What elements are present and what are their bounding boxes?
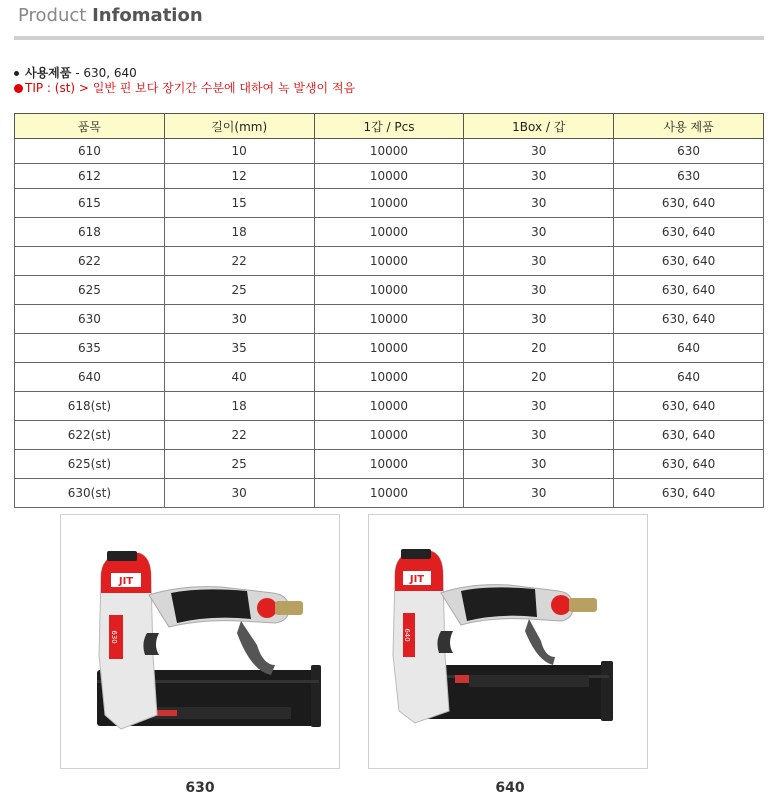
tip-text: TIP : (st) > 일반 핀 보다 장기간 수분에 대하여 녹 발생이 적음 <box>25 81 356 95</box>
table-row <box>15 218 764 247</box>
column-header: 1갑 / Pcs <box>314 114 464 139</box>
table-cell: 622 <box>15 247 165 276</box>
table-cell: 630, 640 <box>614 450 764 479</box>
table-cell: 630 <box>614 139 764 164</box>
table-cell: 630, 640 <box>614 189 764 218</box>
table-row <box>15 164 764 189</box>
table-row <box>15 189 764 218</box>
table-row <box>15 305 764 334</box>
table-row <box>15 392 764 421</box>
page-title-light: Product <box>18 5 87 26</box>
table-cell: 10000 <box>314 305 464 334</box>
table-cell: 630 <box>15 305 165 334</box>
table-row <box>15 450 764 479</box>
table-cell: 10000 <box>314 218 464 247</box>
table-cell: 22 <box>164 421 314 450</box>
table-cell: 630, 640 <box>614 305 764 334</box>
product-photo-630 <box>60 514 340 769</box>
table-cell: 30 <box>464 189 614 218</box>
table-cell: 10000 <box>314 164 464 189</box>
table-cell: 15 <box>164 189 314 218</box>
page-title <box>18 5 203 26</box>
table-cell: 30 <box>464 305 614 334</box>
table-cell: 30 <box>464 392 614 421</box>
product-caption: 630 <box>185 780 215 796</box>
table-cell: 618 <box>15 218 165 247</box>
table-cell: 640 <box>15 363 165 392</box>
table-cell: 618(st) <box>15 392 165 421</box>
table-cell: 625(st) <box>15 450 165 479</box>
table-cell: 10000 <box>314 276 464 305</box>
table-cell: 30 <box>464 450 614 479</box>
table-cell: 630 <box>614 164 764 189</box>
brand-label: JIT <box>409 574 425 585</box>
table-row <box>15 276 764 305</box>
table-cell: 30 <box>164 305 314 334</box>
table-cell: 10000 <box>314 392 464 421</box>
table-cell: 610 <box>15 139 165 164</box>
product-info-value: - 630, 640 <box>75 66 137 80</box>
nailer-630-icon <box>61 515 339 768</box>
table-cell: 10000 <box>314 363 464 392</box>
table-cell: 630, 640 <box>614 247 764 276</box>
table-cell: 18 <box>164 218 314 247</box>
table-cell: 615 <box>15 189 165 218</box>
table-cell: 30 <box>464 139 614 164</box>
table-cell: 10 <box>164 139 314 164</box>
model-label: 630 <box>110 630 118 644</box>
table-cell: 22 <box>164 247 314 276</box>
red-dot-icon <box>14 84 23 93</box>
table-row <box>15 479 764 508</box>
table-row <box>15 363 764 392</box>
table-cell: 10000 <box>314 334 464 363</box>
table-cell: 10000 <box>314 421 464 450</box>
table-row <box>15 421 764 450</box>
table-cell: 30 <box>464 479 614 508</box>
table-cell: 630, 640 <box>614 392 764 421</box>
table-cell: 30 <box>464 421 614 450</box>
page-title-bold: Infomation <box>92 5 203 26</box>
table-cell: 640 <box>614 363 764 392</box>
table-cell: 30 <box>464 276 614 305</box>
product-caption: 640 <box>495 780 525 796</box>
table-cell: 640 <box>614 334 764 363</box>
table-cell: 40 <box>164 363 314 392</box>
spec-table <box>14 113 764 508</box>
table-cell: 30 <box>464 218 614 247</box>
table-row <box>15 334 764 363</box>
table-cell: 630, 640 <box>614 276 764 305</box>
column-header: 사용 제품 <box>614 114 764 139</box>
product-info-label: 사용제품 <box>25 66 72 80</box>
table-cell: 10000 <box>314 450 464 479</box>
column-header: 길이(mm) <box>164 114 314 139</box>
table-cell: 10000 <box>314 479 464 508</box>
table-cell: 635 <box>15 334 165 363</box>
bullet-icon <box>14 71 19 76</box>
column-header: 품목 <box>15 114 165 139</box>
table-cell: 20 <box>464 363 614 392</box>
model-label: 640 <box>403 628 411 642</box>
product-photo-640 <box>368 514 648 769</box>
table-cell: 25 <box>164 450 314 479</box>
table-cell: 625 <box>15 276 165 305</box>
table-cell: 30 <box>464 164 614 189</box>
table-row <box>15 247 764 276</box>
column-header: 1Box / 갑 <box>464 114 614 139</box>
table-cell: 630, 640 <box>614 421 764 450</box>
table-row <box>15 139 764 164</box>
table-cell: 10000 <box>314 247 464 276</box>
table-cell: 18 <box>164 392 314 421</box>
table-cell: 25 <box>164 276 314 305</box>
table-cell: 630, 640 <box>614 218 764 247</box>
table-cell: 30 <box>164 479 314 508</box>
table-cell: 630(st) <box>15 479 165 508</box>
title-divider <box>14 36 764 40</box>
table-header-row <box>15 114 764 139</box>
table-cell: 630, 640 <box>614 479 764 508</box>
nailer-640-icon <box>369 515 647 768</box>
table-cell: 35 <box>164 334 314 363</box>
tip-line <box>14 79 355 96</box>
table-cell: 622(st) <box>15 421 165 450</box>
table-cell: 30 <box>464 247 614 276</box>
table-cell: 10000 <box>314 139 464 164</box>
table-cell: 10000 <box>314 189 464 218</box>
table-cell: 12 <box>164 164 314 189</box>
table-cell: 612 <box>15 164 165 189</box>
brand-label: JIT <box>118 576 134 587</box>
table-cell: 20 <box>464 334 614 363</box>
